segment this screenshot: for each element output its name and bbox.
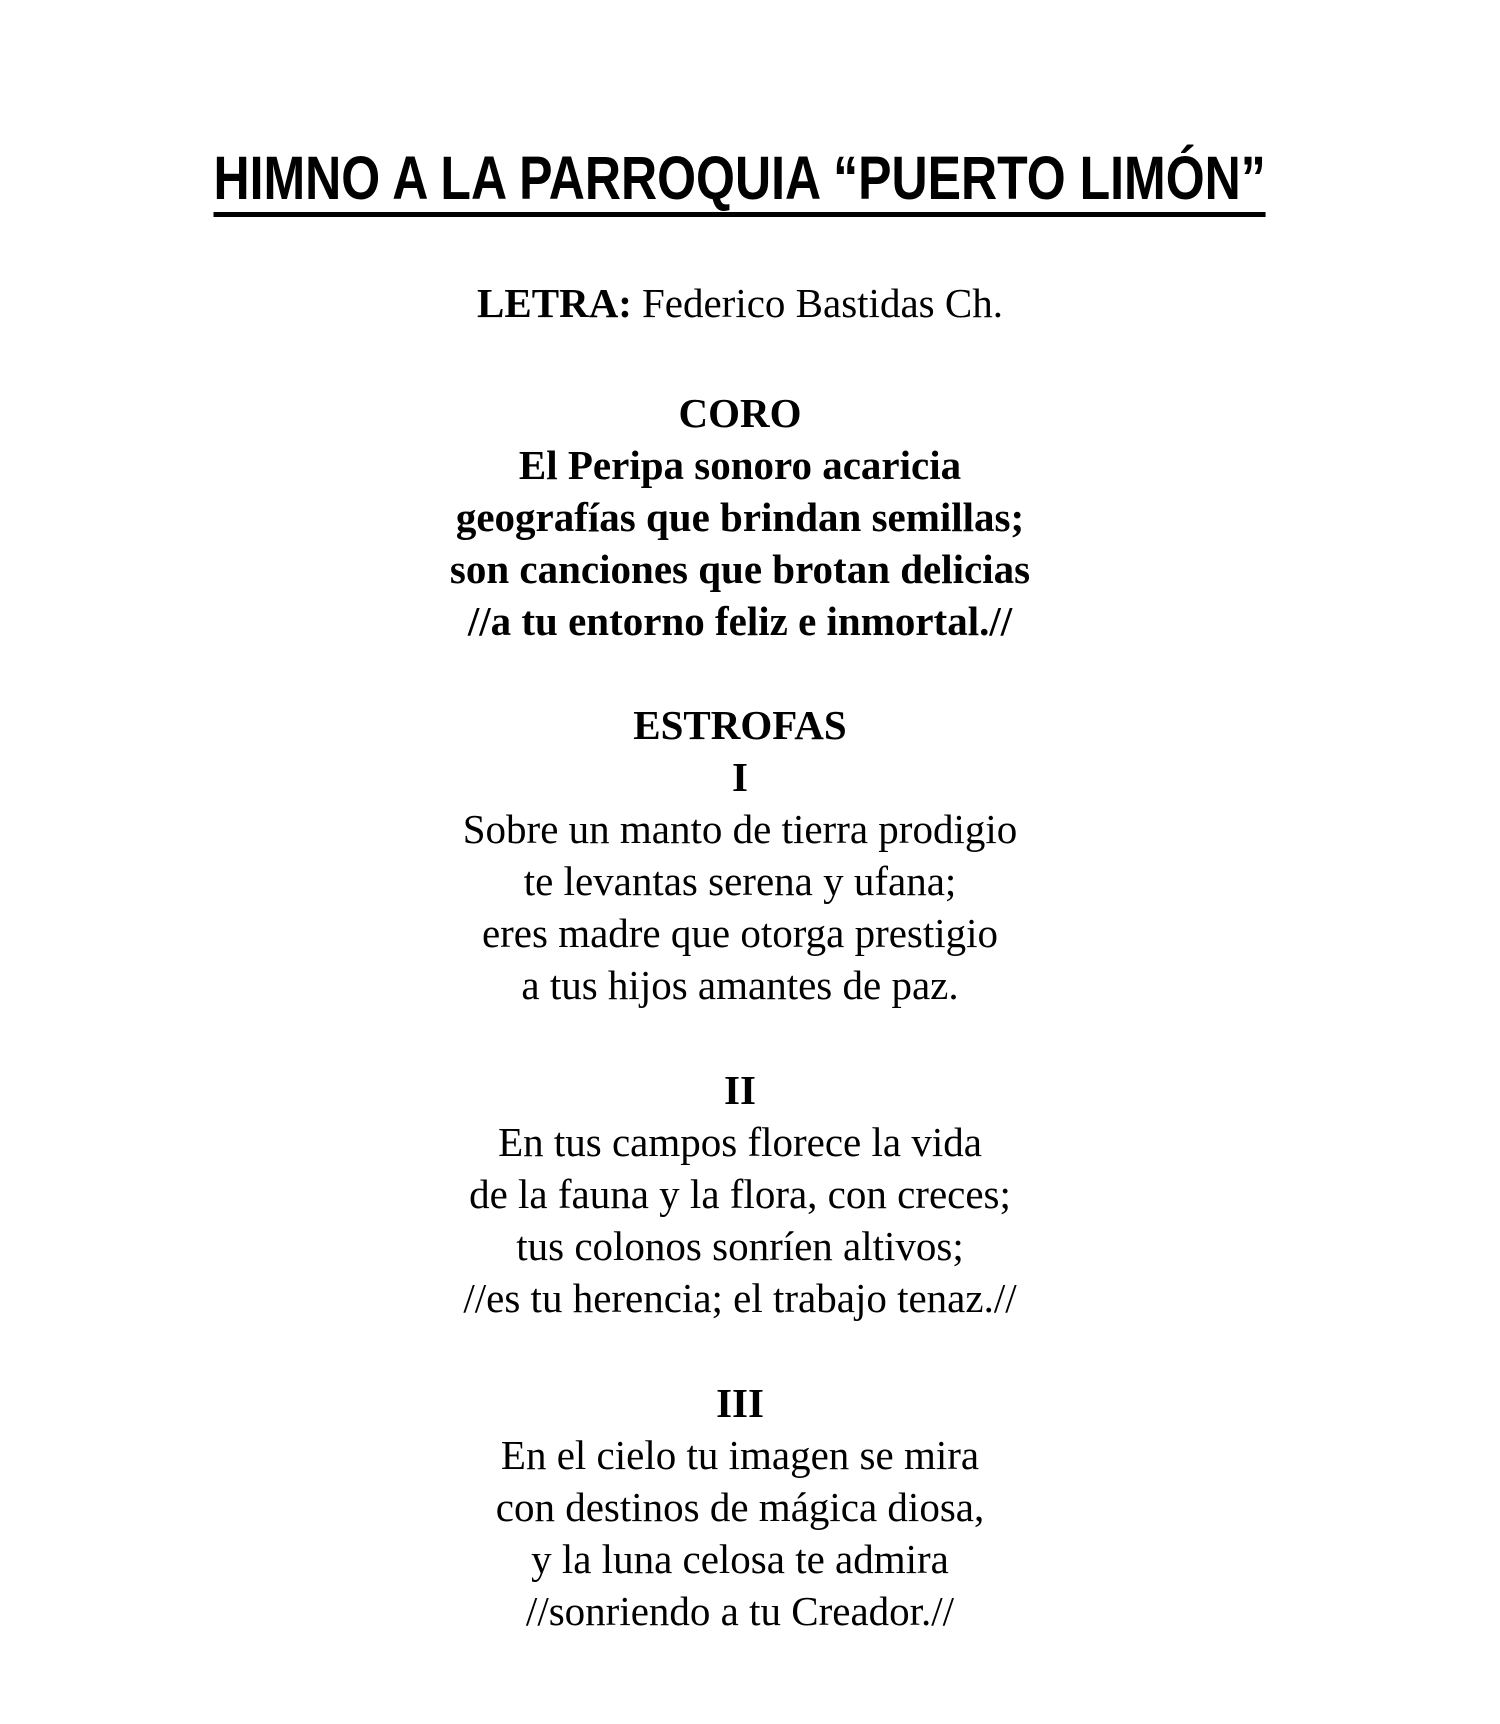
stanza-line: Sobre un manto de tierra prodigio bbox=[462, 806, 1018, 852]
stanza-3 bbox=[0, 1377, 1480, 1637]
stanza-line: de la fauna y la flora, con creces; bbox=[469, 1171, 1011, 1217]
stanza-line: tus colonos sonríen altivos; bbox=[516, 1223, 964, 1269]
coro-heading: CORO bbox=[678, 390, 802, 436]
byline bbox=[0, 277, 1480, 329]
stanza-line: te levantas serena y ufana; bbox=[523, 858, 957, 904]
stanza-2 bbox=[0, 1064, 1480, 1324]
coro-line: geografías que brindan semillas; bbox=[455, 494, 1025, 540]
coro-line: El Peripa sonoro acaricia bbox=[518, 442, 962, 488]
stanza-line: //sonriendo a tu Creador.// bbox=[525, 1588, 955, 1634]
coro-section bbox=[0, 387, 1480, 647]
page-title-row bbox=[0, 144, 1480, 229]
stanza-line: con destinos de mágica diosa, bbox=[495, 1484, 985, 1530]
coro-line: son canciones que brotan delicias bbox=[449, 546, 1031, 592]
stanza-line: //es tu herencia; el trabajo tenaz.// bbox=[463, 1275, 1017, 1321]
stanza-number: III bbox=[716, 1380, 764, 1426]
stanza-number: II bbox=[724, 1067, 756, 1113]
stanza-line: eres madre que otorga prestigio bbox=[481, 910, 999, 956]
stanza-line: En tus campos florece la vida bbox=[498, 1119, 982, 1165]
coro-line: //a tu entorno feliz e inmortal.// bbox=[467, 598, 1013, 644]
page-title: HIMNO A LA PARROQUIA “PUERTO LIMÓN” bbox=[214, 148, 1266, 217]
stanza-line: a tus hijos amantes de paz. bbox=[521, 962, 959, 1008]
stanza-number: I bbox=[732, 754, 748, 800]
byline-author: Federico Bastidas Ch. bbox=[641, 280, 1003, 326]
byline-label: LETRA: bbox=[477, 280, 632, 326]
stanza-1 bbox=[0, 751, 1480, 1011]
stanza-line: y la luna celosa te admira bbox=[531, 1536, 949, 1582]
estrofas-heading: ESTROFAS bbox=[633, 702, 847, 748]
stanza-line: En el cielo tu imagen se mira bbox=[500, 1432, 980, 1478]
